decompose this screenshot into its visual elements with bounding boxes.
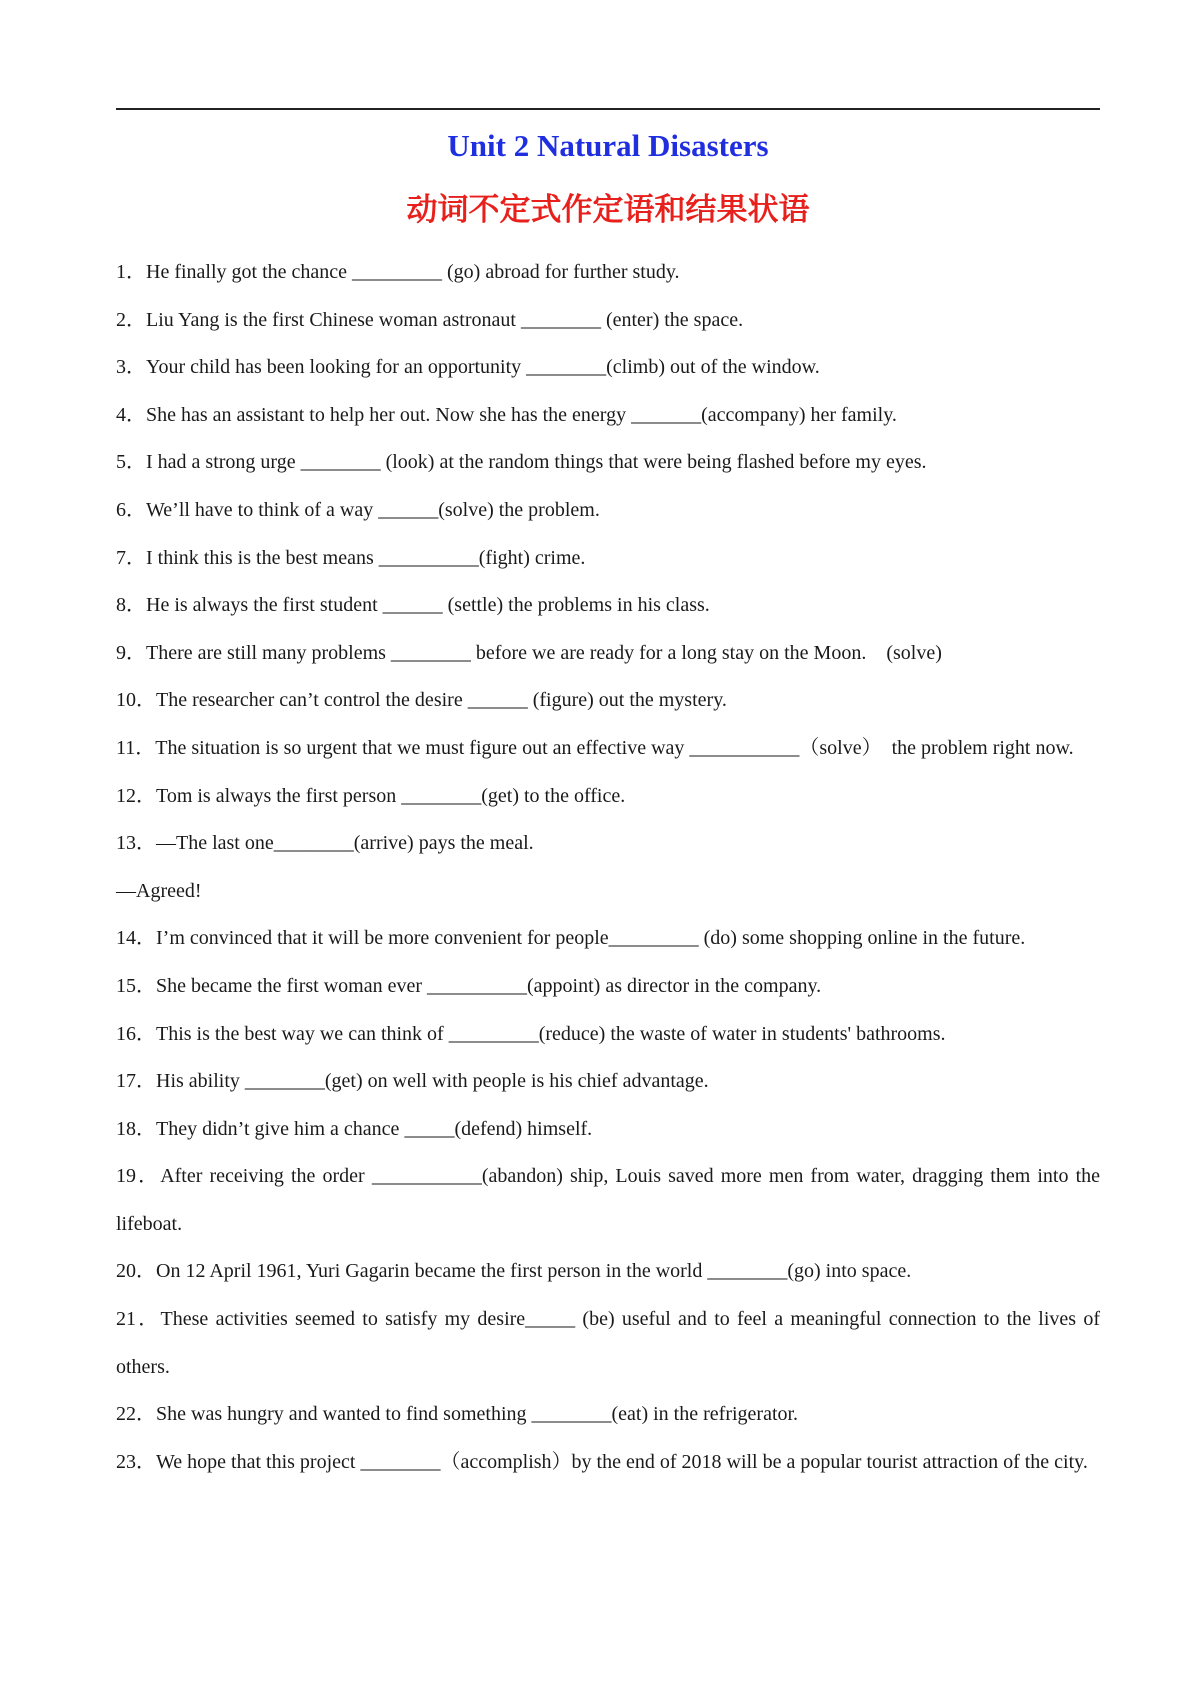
question-item xyxy=(116,963,1100,1011)
question-item xyxy=(116,392,1100,440)
question-item xyxy=(116,344,1100,392)
question-text: There are still many problems ________ before we are ready for a long stay on the Moon. (solve) xyxy=(146,641,942,664)
question-item xyxy=(116,1153,1100,1248)
question-text: After receiving the order ___________(abandon) ship, Louis saved more men from water, dragging them into the lifeboat. xyxy=(116,1165,1101,1235)
question-item xyxy=(116,297,1100,345)
question-number: 7． xyxy=(116,546,146,569)
question-number: 18． xyxy=(116,1117,156,1140)
question-number: 5． xyxy=(116,451,146,474)
question-number: 22． xyxy=(116,1403,156,1426)
question-number: 21． xyxy=(116,1308,161,1331)
question-text: I had a strong urge ________ (look) at the random things that were being flashed before my eyes. xyxy=(146,451,927,474)
question-text: Liu Yang is the first Chinese woman astronaut ________ (enter) the space. xyxy=(146,308,744,331)
question-number: 3． xyxy=(116,356,146,379)
question-list xyxy=(116,249,1100,1486)
question-item xyxy=(116,487,1100,535)
question-text: She was hungry and wanted to find something ________(eat) in the refrigerator. xyxy=(156,1403,799,1426)
question-number: 10． xyxy=(116,689,156,712)
question-item xyxy=(116,1106,1100,1154)
question-item xyxy=(116,535,1100,583)
question-text: These activities seemed to satisfy my desire_____ (be) useful and to feel a meaningful connection to the lives of others. xyxy=(116,1308,1100,1378)
question-text: He finally got the chance _________ (go) abroad for further study. xyxy=(146,261,680,283)
question-item xyxy=(116,582,1100,630)
question-item xyxy=(116,677,1100,725)
question-item xyxy=(116,1058,1100,1106)
question-number: 17． xyxy=(116,1070,156,1093)
question-number: 13． xyxy=(116,832,156,855)
question-item xyxy=(116,439,1100,487)
question-number: 8． xyxy=(116,594,146,617)
question-number: 12． xyxy=(116,784,156,807)
question-item xyxy=(116,1439,1100,1487)
question-text: She has an assistant to help her out. Now she has the energy _______(accompany) her family. xyxy=(146,403,897,426)
question-text: The situation is so urgent that we must figure out an effective way ___________（solve） the problem right now. xyxy=(155,736,1074,759)
question-item xyxy=(116,249,1100,297)
page-title: Unit 2 Natural Disasters xyxy=(447,128,769,163)
question-text: He is always the first student ______ (settle) the problems in his class. xyxy=(146,594,710,617)
header-rule xyxy=(116,108,1100,110)
question-number: 6． xyxy=(116,498,146,521)
question-item xyxy=(116,725,1100,773)
question-item xyxy=(116,868,1100,916)
question-text: —The last one________(arrive) pays the meal. xyxy=(156,832,534,855)
question-number: 23． xyxy=(116,1450,156,1473)
question-text: His ability ________(get) on well with people is his chief advantage. xyxy=(156,1070,709,1093)
question-number: 20． xyxy=(116,1260,156,1283)
question-text: —Agreed! xyxy=(116,879,202,902)
page-subtitle: 动词不定式作定语和结果状语 xyxy=(406,192,810,228)
question-number: 4． xyxy=(116,403,146,426)
question-number: 19． xyxy=(116,1165,161,1188)
question-text: Your child has been looking for an opportunity ________(climb) out of the window. xyxy=(146,356,820,379)
question-item xyxy=(116,820,1100,868)
question-number: 2． xyxy=(116,308,146,331)
question-item xyxy=(116,1248,1100,1296)
question-text: They didn’t give him a chance _____(defend) himself. xyxy=(156,1117,593,1140)
question-item xyxy=(116,1011,1100,1059)
question-text: I’m convinced that it will be more convenient for people_________ (do) some shopping online in the future. xyxy=(156,927,1026,950)
question-text: She became the first woman ever __________(appoint) as director in the company. xyxy=(156,974,822,997)
question-text: On 12 April 1961, Yuri Gagarin became the first person in the world ________(go) into space. xyxy=(156,1260,912,1283)
question-item xyxy=(116,1296,1100,1391)
question-text: I think this is the best means __________(fight) crime. xyxy=(146,546,586,569)
question-item xyxy=(116,1391,1100,1439)
question-text: This is the best way we can think of _________(reduce) the waste of water in students' bathrooms. xyxy=(156,1022,946,1045)
question-item xyxy=(116,630,1100,678)
question-item xyxy=(116,915,1100,963)
question-number: 9． xyxy=(116,641,146,664)
question-text: We hope that this project ________（accomplish）by the end of 2018 will be a popular tourist attraction of the city. xyxy=(156,1450,1088,1473)
question-text: We’ll have to think of a way ______(solve) the problem. xyxy=(146,498,600,521)
question-number: 14． xyxy=(116,927,156,950)
question-item xyxy=(116,773,1100,821)
question-text: Tom is always the first person ________(get) to the office. xyxy=(156,784,626,807)
question-number: 16． xyxy=(116,1022,156,1045)
question-number: 11． xyxy=(116,736,156,759)
question-number: 1． xyxy=(116,261,146,283)
question-number: 15． xyxy=(116,974,156,997)
question-text: The researcher can’t control the desire ______ (figure) out the mystery. xyxy=(156,689,727,712)
